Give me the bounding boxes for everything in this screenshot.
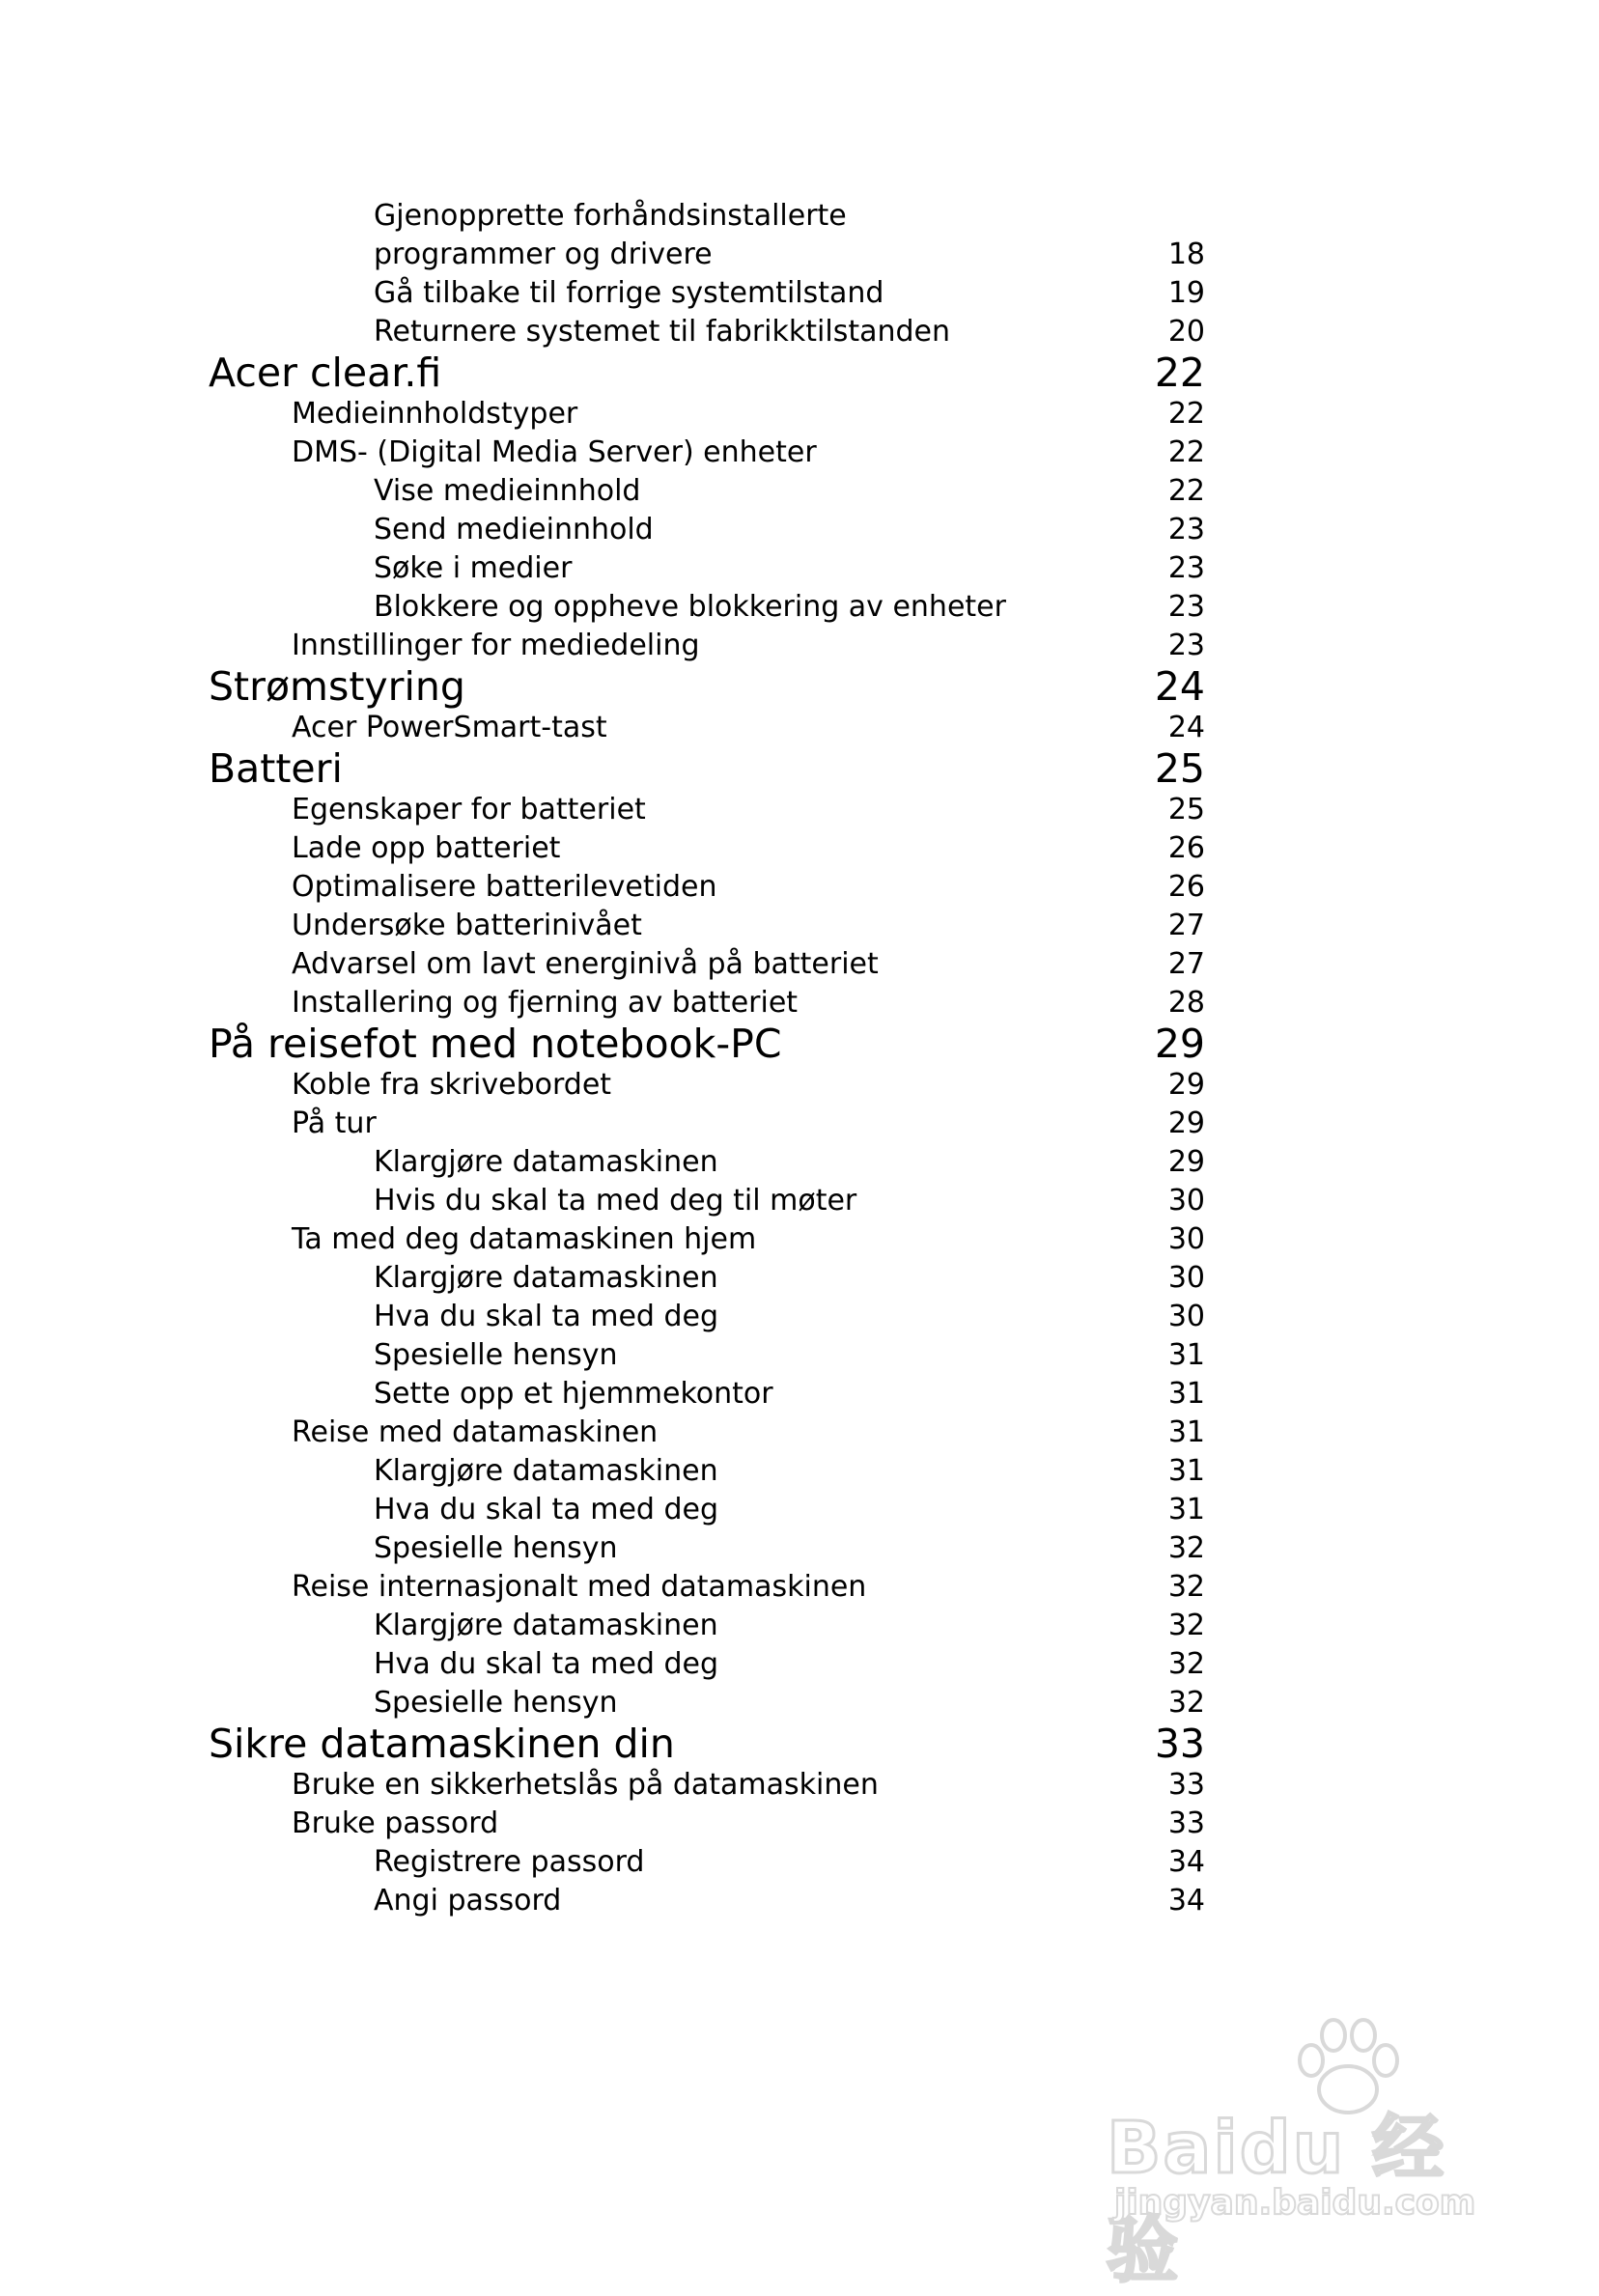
toc-chapter[interactable]: [209, 747, 1205, 791]
baidu-watermark: [1107, 2014, 1493, 2292]
toc-entry[interactable]: [209, 1375, 1205, 1414]
toc-entry-title: Undersøke batterinivået: [292, 909, 642, 942]
toc-entry[interactable]: [209, 1645, 1205, 1684]
toc-entry[interactable]: [209, 907, 1205, 945]
toc-entry-page: 32: [1167, 1570, 1205, 1604]
toc-entry[interactable]: [209, 1259, 1205, 1298]
toc-entry-title: Klargjøre datamaskinen: [374, 1261, 718, 1295]
toc-entry[interactable]: [209, 588, 1205, 627]
toc-entry-page: 34: [1167, 1845, 1205, 1879]
toc-entry-title: Sette opp et hjemmekontor: [374, 1377, 773, 1411]
toc-entry[interactable]: [209, 1452, 1205, 1491]
toc-entry[interactable]: [209, 868, 1205, 907]
toc-entry-page: 32: [1167, 1686, 1205, 1720]
toc-entry[interactable]: [209, 945, 1205, 984]
toc-entry-title: Bruke passord: [292, 1806, 499, 1840]
toc-entry-page: 26: [1167, 870, 1205, 904]
toc-entry-title: Reise internasjonalt med datamaskinen: [292, 1570, 867, 1604]
toc-entry[interactable]: [209, 1143, 1205, 1182]
toc-entry-page: 26: [1167, 831, 1205, 865]
toc-entry[interactable]: [209, 1607, 1205, 1645]
toc-entry-title: Returnere systemet til fabrikktilstanden: [374, 315, 950, 349]
toc-entry-title: Optimalisere batterilevetiden: [292, 870, 717, 904]
toc-entry[interactable]: [209, 1182, 1205, 1220]
toc-entry[interactable]: [209, 1529, 1205, 1568]
toc-entry[interactable]: [209, 709, 1205, 747]
toc-entry[interactable]: [209, 395, 1205, 434]
toc-entry-page: 23: [1167, 551, 1205, 585]
toc-entry-page: 23: [1167, 513, 1205, 546]
toc-entry-title: Medieinnholdstyper: [292, 397, 578, 431]
toc-entry-page: 31: [1167, 1493, 1205, 1526]
toc-entry-title: Batteri: [209, 745, 343, 792]
toc-entry[interactable]: [209, 1220, 1205, 1259]
toc-entry[interactable]: [209, 197, 1205, 274]
toc-entry-title: Innstillinger for mediedeling: [292, 629, 700, 662]
toc-entry-title: Strømstyring: [209, 663, 465, 710]
toc-entry-page: 24: [1167, 711, 1205, 744]
toc-entry-page: 31: [1167, 1377, 1205, 1411]
toc-entry-title: Acer clear.fi: [209, 350, 442, 396]
toc-entry-page: 29: [1167, 1068, 1205, 1102]
toc-entry-title: Reise med datamaskinen: [292, 1415, 659, 1449]
toc-entry-title: Angi passord: [374, 1884, 562, 1918]
toc-entry-title: Bruke en sikkerhetslås på datamaskinen: [292, 1768, 879, 1802]
toc-entry-title: Gjenopprette forhåndsinstallerte programmer og drivere: [374, 199, 847, 271]
toc-entry-title: Hva du skal ta med deg: [374, 1647, 719, 1681]
toc-entry-page: 31: [1167, 1338, 1205, 1372]
toc-entry-page: 23: [1167, 629, 1205, 662]
toc-entry-title: DMS- (Digital Media Server) enheter: [292, 435, 817, 469]
toc-entry-title: Spesielle hensyn: [374, 1531, 618, 1565]
toc-entry[interactable]: [209, 627, 1205, 665]
toc-entry-page: 34: [1167, 1884, 1205, 1918]
toc-entry-title: Klargjøre datamaskinen: [374, 1609, 718, 1642]
toc-entry-page: 30: [1167, 1184, 1205, 1218]
toc-entry-page: 25: [1154, 745, 1205, 792]
toc-entry[interactable]: [209, 1568, 1205, 1607]
toc-entry-title: Hva du skal ta med deg: [374, 1300, 719, 1333]
toc-entry-page: 27: [1167, 947, 1205, 981]
toc-entry-page: 22: [1154, 350, 1205, 396]
toc-entry-title: På reisefot med notebook-PC: [209, 1021, 782, 1067]
toc-entry[interactable]: [209, 274, 1205, 313]
toc-entry-title: Acer PowerSmart-tast: [292, 711, 607, 744]
toc-entry-title: Spesielle hensyn: [374, 1338, 618, 1372]
toc-entry[interactable]: [209, 1766, 1205, 1805]
toc-entry[interactable]: [209, 1684, 1205, 1722]
watermark-brand: Baidu 经验: [1107, 2107, 1446, 2292]
toc-chapter[interactable]: [209, 1022, 1205, 1066]
toc-entry-title: Spesielle hensyn: [374, 1686, 618, 1720]
toc-entry-title: Send medieinnhold: [374, 513, 654, 546]
toc-entry-title: Koble fra skrivebordet: [292, 1068, 612, 1102]
toc-entry-title: Registrere passord: [374, 1845, 645, 1879]
toc-entry-page: 20: [1167, 315, 1205, 349]
watermark-url: jingyan.baidu.com: [1114, 2183, 1476, 2223]
toc-entry-page: 25: [1167, 793, 1205, 826]
toc-chapter[interactable]: [209, 1722, 1205, 1766]
toc-entry-page: 31: [1167, 1415, 1205, 1449]
toc-entry[interactable]: [209, 1414, 1205, 1452]
toc-entry-title: Ta med deg datamaskinen hjem: [292, 1222, 757, 1256]
toc-entry-title: Søke i medier: [374, 551, 573, 585]
toc-entry-page: 30: [1167, 1300, 1205, 1333]
toc-entry[interactable]: [209, 1805, 1205, 1843]
table-of-contents: [209, 197, 1205, 1920]
toc-entry-title: På tur: [292, 1106, 377, 1140]
toc-entry-page: 29: [1154, 1021, 1205, 1067]
toc-entry[interactable]: [209, 1491, 1205, 1529]
toc-entry[interactable]: [209, 791, 1205, 829]
toc-entry-title: Klargjøre datamaskinen: [374, 1454, 718, 1488]
toc-entry[interactable]: [209, 472, 1205, 511]
toc-entry-page: 27: [1167, 909, 1205, 942]
toc-entry-page: 18: [1167, 238, 1205, 271]
toc-entry[interactable]: [209, 1336, 1205, 1375]
toc-entry-page: 29: [1167, 1106, 1205, 1140]
toc-entry-title: Blokkere og oppheve blokkering av enheter: [374, 590, 1006, 624]
toc-entry-title: Vise medieinnhold: [374, 474, 641, 508]
toc-entry[interactable]: [209, 829, 1205, 868]
toc-entry-page: 30: [1167, 1261, 1205, 1295]
toc-entry[interactable]: [209, 1882, 1205, 1920]
toc-entry-title: Egenskaper for batteriet: [292, 793, 646, 826]
toc-entry-page: 22: [1167, 397, 1205, 431]
toc-entry-title: Klargjøre datamaskinen: [374, 1145, 718, 1179]
toc-entry-page: 31: [1167, 1454, 1205, 1488]
toc-entry-page: 33: [1154, 1721, 1205, 1767]
toc-entry-title: Advarsel om lavt energinivå på batteriet: [292, 947, 879, 981]
toc-entry[interactable]: [209, 549, 1205, 588]
toc-entry-page: 29: [1167, 1145, 1205, 1179]
toc-entry-page: 22: [1167, 474, 1205, 508]
toc-entry-page: 33: [1167, 1768, 1205, 1802]
toc-entry-title: Installering og fjerning av batteriet: [292, 986, 799, 1020]
toc-entry[interactable]: [209, 1298, 1205, 1336]
toc-entry-title: Sikre datamaskinen din: [209, 1721, 675, 1767]
toc-entry-page: 22: [1167, 435, 1205, 469]
toc-entry-page: 32: [1167, 1609, 1205, 1642]
toc-entry-title: Gå tilbake til forrige systemtilstand: [374, 276, 884, 310]
toc-entry[interactable]: [209, 313, 1205, 351]
toc-entry[interactable]: [209, 511, 1205, 549]
toc-entry-page: 23: [1167, 590, 1205, 624]
toc-entry[interactable]: [209, 434, 1205, 472]
toc-entry-page: 28: [1167, 986, 1205, 1020]
toc-entry-page: 24: [1154, 663, 1205, 710]
toc-entry[interactable]: [209, 1066, 1205, 1105]
toc-entry-page: 32: [1167, 1531, 1205, 1565]
toc-entry[interactable]: [209, 1105, 1205, 1143]
toc-entry-page: 30: [1167, 1222, 1205, 1256]
toc-entry[interactable]: [209, 1843, 1205, 1882]
toc-entry-page: 32: [1167, 1647, 1205, 1681]
toc-entry-title: Hvis du skal ta med deg til møter: [374, 1184, 857, 1218]
toc-entry-title: Hva du skal ta med deg: [374, 1493, 719, 1526]
toc-entry-page: 33: [1167, 1806, 1205, 1840]
toc-entry-title: Lade opp batteriet: [292, 831, 561, 865]
toc-entry[interactable]: [209, 984, 1205, 1022]
toc-entry-page: 19: [1167, 276, 1205, 310]
toc-chapter[interactable]: [209, 665, 1205, 709]
toc-chapter[interactable]: [209, 351, 1205, 395]
